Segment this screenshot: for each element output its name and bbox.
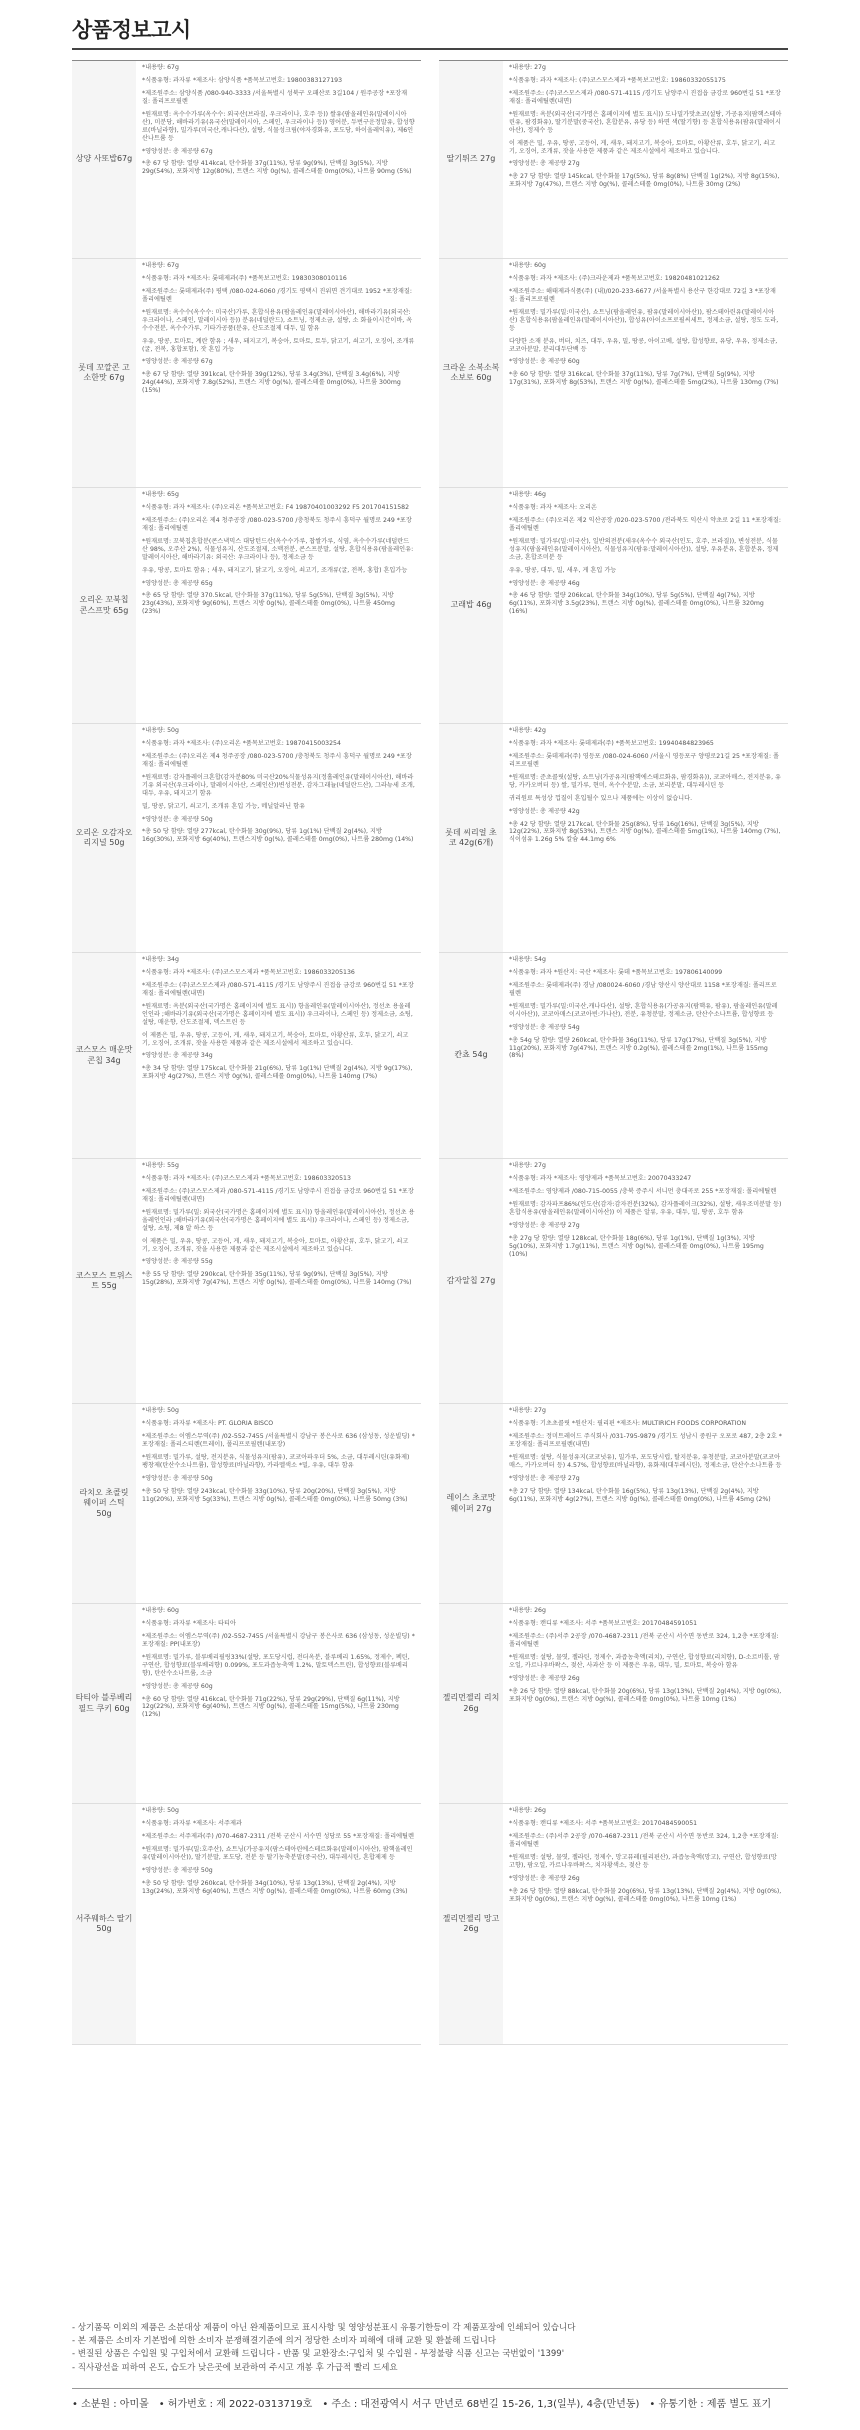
product-info-line: 다양한 소재 분유, 버터, 치즈, 대두, 우유, 밀, 땅콩, 아이고베, 설탕, 합성향료, 유당, 우유, 정제소금, 코코아분말, 분리대두단백 등 xyxy=(509,337,778,353)
product-row xyxy=(439,61,788,259)
product-info-line: *제조원주소: 롯데제과(주) 영등포 /080-024-6060 /서울시 영등포구 양평로21길 25 *포장재질: 폴리프로필렌 xyxy=(509,752,779,768)
product-info-line: *제조원주소: 이엠스무역(주) /02-552-7455 /서울특별시 강남구 봉은사로 636 (삼성동, 성운빌딩) *포장재질: PP(내포장) xyxy=(142,1632,415,1648)
product-info-line: *원재료명: 밀가루(밀:미국산,캐나다산), 설탕, 혼합식용유(가공유지(팜핵유, 팜유), 팜올레인유(말레이시아산)), 코코아매스(코코아빈:가나산), 전분, 유청분말, 정제소금, 탄산수소나트륨, 합성향료 등 xyxy=(509,1002,778,1018)
footer-expiry: • 유통기한 : 제품 별도 표기 xyxy=(649,2399,772,2410)
product-row xyxy=(439,1159,788,1404)
product-name: 코스모스 매운맛 콘칩 34g xyxy=(72,953,136,1158)
product-info-line: *내용량: 67g xyxy=(142,64,179,71)
product-name: 롯데 씨리얼 초코 42g(6개) xyxy=(439,724,503,952)
product-name: 코스모스 트위스트 55g xyxy=(72,1159,136,1403)
product-info-line: *원재료명: 설탕, 물엿, 젤라틴, 정제수, 과즙농축액(리치), 구연산, 합성향료(리치향), D-소르비톨, 팜오일, 카르나우바왁스, 젖산, 사과산 등 이 제품은 우유, 대두, 밀, 토마토, 복숭아 함유 xyxy=(509,1653,780,1669)
product-info-line: *총 27 당 함량: 열량 145kcal, 탄수화물 17g(5%), 당류 8g(8%) 단백질 1g(2%), 지방 8g(15%), 포화지방 7g(47%), 트랜스 지방 0g(%), 콜레스테롤 0mg(0%), 나트륨 30mg (2%) xyxy=(509,173,780,189)
notice-section xyxy=(72,2322,788,2375)
product-info-line: 우유, 땅콩, 대두, 밀, 새우, 게 혼입 가능 xyxy=(509,566,617,574)
product-info-line: *총 67 당 함량: 열량 414kcal, 탄수화물 37g(11%), 당류 9g(9%), 단백질 3g(5%), 지방 29g(54%), 포화지방 12g(80%), 트랜스 지방 0g(%), 콜레스테롤 0mg(0%), 나트륨 90mg (5%) xyxy=(142,160,412,176)
product-name: 상양 사또밥67g xyxy=(72,61,136,258)
product-info-line: *총 27 당 함량: 열량 134kcal, 탄수화물 16g(5%), 당류 13g(13%), 단백질 2g(4%), 지방 6g(11%), 포화지방 4g(27%), 트랜스 지방 0g(%), 콜레스테롤 0mg(0%), 나트륨 45mg (2%) xyxy=(509,1487,771,1503)
product-info-line: *식품유형: 과자 *원산지: 국산 *제조사: 롯데 *품목보고번호: 197806140099 xyxy=(509,968,723,976)
product-info-line: *영양성분: 총 제공량 26g xyxy=(509,1874,580,1882)
product-info-line: *내용량: 60g xyxy=(142,1607,179,1614)
product-info-line: *영양성분: 총 제공량 34g xyxy=(142,1052,213,1060)
product-info-line: *영양성분: 총 제공량 42g xyxy=(509,807,580,815)
product-description xyxy=(503,61,788,258)
product-info-line: *제조원주소: (주)오리온 제2 익산공장 /020-023-5700 /전라북도 익산시 약초로 2길 11 *포장재질: 폴리에틸렌 xyxy=(509,516,781,532)
product-name: 타티아 블루베리 필드 쿠키 60g xyxy=(72,1604,136,1803)
product-info-line: *식품유형: 기초초콜릿 *원산지: 필리핀 *제조사: MULTIRICH FOODS CORPORATION xyxy=(509,1419,747,1427)
product-name: 크라운 소복소복 소보로 60g xyxy=(439,259,503,487)
product-info-line: 우유, 땅콩, 토마토 함유 ; 새우, 돼지고기, 닭고기, 오징어, 쇠고기, 조개류(굴, 전복, 홍합) 혼입가능 xyxy=(142,566,408,574)
product-info-line: *원재료명: 밀가루, 블루베리필링33%(설탕, 포도당시럽, 전더옥분, 블루베리 1.65%, 정제수, 펙틴, 구연산, 합성향료(블루베리향) 0.099%, 포도과즙농축액 1.2%, 말토덱스트린), 합성향료(블루베리향), 탄산수소나트륨, 소금 xyxy=(142,1653,410,1677)
product-info-line: *내용량: 50g xyxy=(142,1407,179,1414)
product-info-line: *내용량: 34g xyxy=(142,956,179,963)
product-info-line: *식품유형: 과자 *제조사: (주)코스모스제과 *품목보고번호: 19860332055175 xyxy=(509,76,726,84)
product-info-line: *식품유형: 과자 *제조사: 영양제과 *품목보고번호: 20070433247 xyxy=(509,1174,692,1182)
product-info-line: *총 42 당 함량: 열량 217kcal, 탄수화물 25g(8%), 당류 16g(16%), 단백질 3g(5%), 지방 12g(22%), 포화지방 8g(53%), 트랜스 지방 0g(%), 콜레스테롤 5mg(1%), 나트륨 140mg (7%), 식이섬유 1.26g 5% 칼슘 44.1mg 6% xyxy=(509,820,781,844)
product-info-line: *내용량: 55g xyxy=(142,1162,179,1169)
product-info-line: *내용량: 50g xyxy=(142,727,179,734)
product-info-line: *영양성분: 총 제공량 27g xyxy=(509,160,580,168)
product-description xyxy=(503,724,788,952)
product-info-line: *총 65 당 함량: 열량 370.5kcal, 탄수화물 37g(11%), 당류 5g(5%), 단백질 3g(5%), 지방 23g(43%), 포화지방 9g(60%), 트랜스 지방 0g(%), 콜레스테롤 0mg(0%), 나트륨 450mg (23%) xyxy=(142,592,395,616)
product-info-line: *총 27g 당 함량: 열량 128kcal, 탄수화물 18g(6%), 당류 1g(1%), 단백질 1g(3%), 지방 5g(10%), 포화지방 1.7g(11%), 트랜스 지방 0g(%), 콜레스테롤 0mg(0%), 나트륨 195mg (10%) xyxy=(509,1234,764,1258)
product-info-line: *식품유형: 과자류 *제조사: 타티아 xyxy=(142,1619,236,1627)
product-name: 칸쵸 54g xyxy=(439,953,503,1158)
product-info-line: *식품유형: 과자류 *제조사: 서주제과 xyxy=(142,1819,242,1827)
product-info-line: *내용량: 27g xyxy=(509,1162,546,1169)
product-info-line: *내용량: 27g xyxy=(509,64,546,71)
product-row xyxy=(72,1604,421,1804)
product-info-line: *제조원주소: 정미트레이드 주식회사 /031-795-9879 /경기도 성남시 중원구 오포로 487, 2층 2호 *포장재질: 폴리프로필렌(내면) xyxy=(509,1432,782,1448)
product-name: 라치오 초콜릿 웨이퍼 스틱 50g xyxy=(72,1404,136,1603)
product-info-line: *총 55 당 함량: 열량 290kcal, 탄수화물 35g(11%), 당류 9g(9%), 단백질 3g(5%), 지방 15g(28%), 포화지방 7g(47%), 트랜스 지방 0g(%), 콜레스테롤 0mg(0%), 나트륨 140mg (7%) xyxy=(142,1271,412,1287)
product-row xyxy=(72,953,421,1159)
product-name: 젤리먼젤리 리치 26g xyxy=(439,1604,503,1803)
product-row xyxy=(72,259,421,488)
product-info-line: *총 26 당 함량: 열량 88kcal, 탄수화물 20g(6%), 당류 13g(13%), 단백질 2g(4%), 지방 0g(0%), 포화지방 0g(0%), 트랜스 지방 0g(%), 콜레스테롤 0mg(0%), 나트륨 10mg (1%) xyxy=(509,1687,782,1703)
product-info-line: *원재료명: 준초콜릿(설탕, 쇼트닝(가공유지(팜핵에스테르화유, 팜경화유)), 코코아매스, 전지분유, 유당, 카카오버터 등) 쌀, 밀가루, 현미, 옥수수분말, 소금, 보리분말, 대두레시틴 등 xyxy=(509,773,781,789)
product-info-line: *원재료명: 옥수수(옥수수: 미국산)가루, 혼합식용유(팜올레인유(말레이시아산), 해바라기유(외국산: 우크라이나, 스페인, 말레이시아 등)) 분유(네덜란드), 쇼트닝, 정제소금, 설탕, 소 화율이시간이바, 옥수수전분, 옥수수가루, 기타가공품(분유, 산도조절제 대두, 밀 함유 xyxy=(142,308,413,332)
product-info-line: *내용량: 46g xyxy=(509,491,546,498)
product-info-line: *식품유형: 과자 *제조사: (주)오리온 *품목보고번호: F4 19870401003292 F5 201704151582 xyxy=(142,503,410,511)
product-info-line: *내용량: 27g xyxy=(509,1407,546,1414)
product-description xyxy=(136,724,421,952)
product-description xyxy=(503,1604,788,1803)
product-info-line: *원재료명: 밀가루(밀:미국산), 쇼트닝(팜올레인유, 팜유(말레이시아산)), 팜스테아린유(말레이시아산) 혼합식용유(팜올레인유(말레이시아산)), 합성유(아이소프로필씨세트, 정제소금, 설탕, 정도 도라, 등 xyxy=(509,308,779,332)
product-info-line: *제조원주소: (주)서주 2공장 /070-4687-2311 /전북 군산시 서수면 동반로 324, 1,2층 *포장재질: 폴리에틸렌 xyxy=(509,1632,779,1648)
product-info-line: *제조원주소: (주)코스모스제과 /080-571-4115 /경기도 남양주시 진접읍 금강로 960번길 51 *포장재질: 폴리에틸렌(내면) xyxy=(142,1187,414,1203)
product-row xyxy=(439,724,788,953)
product-description xyxy=(503,1159,788,1403)
product-row xyxy=(439,1604,788,1804)
product-info-line: 우유, 땅콩, 토마토, 계란 함유 ; 새우, 돼지고기, 복숭아, 토마토, 토두, 닭고기, 쇠고기, 오징어, 조개류(굴, 전복, 홍합포함), 잣 혼입 가능 xyxy=(142,337,415,353)
product-info-line: *영양성분: 총 제공량 50g xyxy=(142,1866,213,1874)
product-name: 고래밥 46g xyxy=(439,488,503,723)
product-info-line: *총 60 당 함량: 열량 416kcal, 탄수화물 71g(22%), 당류 29g(29%), 단백질 6g(11%), 지방 12g(22%), 포화지방 6g(40%), 트랜스 지방 0g(%), 콜레스테롤 15mg(5%), 나트륨 230mg (12%) xyxy=(142,1695,400,1719)
product-row xyxy=(72,1159,421,1404)
product-info-line: *제조원주소: 이엠스무역(주) /02-552-7455 /서울특별시 강남구 봉은사로 636 (삼성동, 성운빌딩) *포장재질: 폴리스티렌(트레이), 폴리프로필렌(내포장) xyxy=(142,1432,415,1448)
product-description xyxy=(503,259,788,487)
product-info-line: *제조원주소: (주)코스모스제과 /080-571-4115 /경기도 남양주시 진접읍 금강로 960번길 51 *포장재질: 폴리에틸렌(내면) xyxy=(142,981,414,997)
product-row xyxy=(439,953,788,1159)
product-info-line: *제조원주소: 해태제과식품(주) (내)/020-233-6677 /서울특별시 용산구 한강대로 72길 3 *포장재질: 폴리프로필렌 xyxy=(509,287,776,303)
product-info-line: *내용량: 26g xyxy=(509,1807,546,1814)
product-info-line: *영양성분: 총 제공량 54g xyxy=(509,1023,580,1031)
product-info-line: *영양성분: 총 제공량 26g xyxy=(509,1674,580,1682)
product-info-line: *제조원주소: (주)오리온 제4 청주공장 /080-023-5700 /충청북도 청주시 흥덕구 월명로 249 *포장재질: 폴리에틸렌 xyxy=(142,516,412,532)
footer-address: • 주소 : 대전광역시 서구 만년로 68번길 15-26, 1,3(일부), 4층(만년동) xyxy=(322,2399,640,2410)
product-row xyxy=(439,259,788,488)
product-info-line: *식품유형: 과자 *제조사: (주)오리온 *품목보고번호: 19870415003254 xyxy=(142,739,341,747)
product-info-line: *영양성분: 총 제공량 55g xyxy=(142,1258,213,1266)
product-info-table xyxy=(72,60,788,2045)
product-info-line: *제조원주소: 롯데제과(주) 평택 /080-024-6060 /경기도 평택시 진위면 견기대로 1952 *포장재질: 폴리에틸렌 xyxy=(142,287,412,303)
right-product-column xyxy=(439,60,788,2045)
product-info-line: *영양성분: 총 제공량 60g xyxy=(142,1682,213,1690)
product-info-line: *총 50 당 함량: 열량 243kcal, 탄수화물 33g(10%), 당류 20g(20%), 단백질 3g(5%), 지방 11g(20%), 포화지방 5g(33%), 트랜스 지방 0g(%), 콜레스테롤 0mg(0%), 나트륨 50mg (3%) xyxy=(142,1487,408,1503)
product-info-line: *원재료명: 옥수수가루(옥수수: 외국산(브라질, 우크라이나, 호주 등)) 쌀유(팜올레인유(말레이시아산), 미분당, 해바라기유(유국산(말레이시아, 스페인, 우크라이나 등)) 영어분, 두번구운정말유, 합성향료(바닐라향), 밀가루(미국산,캐나다산), 설탕, 식물성크림(야자경화유, 포도당, 하이올레익유), 제6인산나트륨 등 xyxy=(142,110,415,142)
product-info-line: *총 60 당 함량: 열량 316kcal, 탄수화물 37g(11%), 당류 7g(7%), 단백질 5g(9%), 지방 17g(31%), 포화지방 8g(53%), 트랜스 지방 0g(%), 콜레스테롤 5mg(2%), 나트륨 130mg (7%) xyxy=(509,371,779,387)
product-name: 서주웨하스 딸기 50g xyxy=(72,1804,136,2044)
product-row xyxy=(439,1804,788,2045)
product-info-line: *내용량: 60g xyxy=(509,262,546,269)
product-info-line: *식품유형: 캔디류 *제조사: 서주 *품목보고번호: 20170484590051 xyxy=(509,1819,698,1827)
product-info-line: *원재료명: 설탕, 물엿, 젤라틴, 정제수, 망고퓨레(필리핀산), 과즙농축액(망고), 구연산, 합성향료(망고향), 팜오일, 카르나우바왁스, 치자황색소, 젖산 등 xyxy=(509,1853,777,1869)
product-description xyxy=(136,61,421,258)
product-info-line: 이 제품은 밀, 우유, 땅콩, 고등어, 게, 새우, 돼지고기, 복숭아, 토마토, 아황산류, 호두, 닭고기, 쇠고기, 오징어, 조개류, 잣을 사용한 제품과 같은 제조시설에서 제조하고 있습니다. xyxy=(509,139,776,155)
product-info-line: *원재료명: 감자파프86%(인도산(감자:감자전분(32%), 감자플레이크(32%), 설탕, 새우조미분말 등) 혼합식용유(팜올레인유(말레이시아산)) 이 제품은 알류, 우유, 대두, 밀, 땅콩, 호두 함유 xyxy=(509,1200,782,1216)
product-description xyxy=(136,1604,421,1803)
product-description xyxy=(136,259,421,487)
product-description xyxy=(136,1404,421,1603)
product-info-line: *총 54g 당 함량: 열량 260kcal, 탄수화물 36g(11%), 당류 17g(17%), 단백질 3g(5%), 지방 11g(20%), 포화지방 7g(47%), 트랜스 지방 0.2g(%), 콜레스테롤 2mg(1%), 나트륨 155mg (8%) xyxy=(509,1036,768,1060)
product-info-line: *제조원주소: (주)코스모스제과 /080-571-4115 /경기도 남양주시 진접읍 금강로 960번길 51 *포장재질: 폴리에틸렌(내면) xyxy=(509,89,781,105)
product-description xyxy=(136,488,421,723)
product-info-line: *제조원주소: 서주제과(주) /070-4687-2311 /전북 군산시 서수면 성당로 55 *포장재질: 폴리에틸렌 xyxy=(142,1832,415,1840)
product-name: 딸기튀즈 27g xyxy=(439,61,503,258)
product-info-line: 밀, 땅콩, 닭고기, 쇠고기, 조개류 혼입 가능, 메닐알라닌 함유 xyxy=(142,802,306,810)
product-description xyxy=(503,1404,788,1603)
product-info-line: *제조원주소: 영양제과 /080-715-0055 /충북 증주시 서니먼 충대곡로 255 *포장재질: 폴리에틸렌 xyxy=(509,1187,777,1195)
product-info-line: *내용량: 67g xyxy=(142,262,179,269)
product-info-line: *식품유형: 캔디류 *제조사: 서주 *품목보고번호: 20170484591051 xyxy=(509,1619,698,1627)
product-info-line: *총 46 당 함량: 열량 206kcal, 탄수화물 34g(10%), 당류 5g(5%), 단백질 4g(7%), 지방 6g(11%), 포화지방 3.5g(23%), 트랜스 지방 0g(%), 콜레스테롤 0mg(0%), 나트륨 320mg (16%) xyxy=(509,592,764,616)
product-info-line: *원재료명: 밀가루, 설탕, 전지분유, 식물성유지(팜유), 코코아파우더 5%, 소금, 대두레시틴(유화제)팽창제(탄산수소나트륨), 합성향료(바닐라향), 카라멜색소 *밀, 우유, 대두 함유 xyxy=(142,1453,410,1469)
product-info-line: *원재료명: 밀가루(밀:호주산), 쇼트닝(가공유지(팜스테아린에스테르화유(말레이시아산), 팜핵올레인유(말레이시아산)), 딸기분말, 포도당, 전분 등 딸기농축분말(중국산), 대두레시틴, 혼합제제 등 xyxy=(142,1845,413,1861)
product-info-line: *내용량: 50g xyxy=(142,1807,179,1814)
product-info-line: *영양성분: 총 제공량 67g xyxy=(142,147,213,155)
product-info-line: *영양성분: 총 제공량 65g xyxy=(142,579,213,587)
footer-distributor: • 소분원 : 아미몰 xyxy=(72,2399,149,2410)
product-description xyxy=(503,488,788,723)
product-info-line: *영양성분: 총 제공량 67g xyxy=(142,358,213,366)
page-title: 상품정보고시 xyxy=(72,18,191,42)
product-info-line: 이 제품은 밀, 우유, 땅콩, 고등어, 게, 새우, 돼지고기, 복숭아, 토마토, 아황산류, 호두, 닭고기, 쇠고기, 오징어, 조개류, 잣을 사용한 제품과 같은 제조시설에서 제조하고 있습니다. xyxy=(142,1237,409,1253)
product-info-line: *식품유형: 과자류 *제조사: PT. GLORIA BISCO xyxy=(142,1419,274,1427)
product-info-line: *총 50 당 함량: 열량 277kcal, 탄수화물 30g(9%), 당류 1g(1%) 단백질 2g(4%), 지방 16g(30%), 포화지방 6g(40%), 트랜스지방 0g(%), 콜레스테롤 0mg(0%), 나트륨 280mg (14%) xyxy=(142,828,414,844)
product-row xyxy=(72,1404,421,1604)
notice-line: - 변질된 상품은 수입원 및 구입처에서 교환해 드립니다 - 반품 및 교환장소:구입처 및 수입원 - 부정불량 식품 신고는 국번없이 '1399' xyxy=(72,2349,565,2360)
product-info-line: *원재료명: 옥분(외국산(국가명은 홈페이지에 별도 표시)) 도나밀가맛초코(설탕, 가공유지(팜핵스테아린유, 팜경화유), 딸기분말(중국산), 혼합분유, 유당 등) 하면 색(딸기향) 등 혼합식용유(팜유(말레이시아산), 정제수 등 xyxy=(509,110,782,134)
product-name: 오리온 꼬북칩 콘스프맛 65g xyxy=(72,488,136,723)
product-info-line: *식품유형: 과자류 *제조사: 삼양식품 *품목보고번호: 19800383127193 xyxy=(142,76,343,84)
product-info-line: *제조원주소: 롯데제과(주) 경남 /080024-6060 /경남 양산시 양산대로 1158 *포장재질: 폴리프로필렌 xyxy=(509,981,777,997)
product-info-line: *영양성분: 총 제공량 50g xyxy=(142,815,213,823)
product-info-line: *내용량: 65g xyxy=(142,491,179,498)
notice-line: - 본 제품은 소비자 기본법에 의한 소비자 분쟁해결기준에 의거 정당한 소비자 피해에 대해 교환 및 환불해 드립니다 xyxy=(72,2336,497,2347)
product-info-line: *영양성분: 총 제공량 27g xyxy=(509,1221,580,1229)
product-info-line: *식품유형: 과자 *제조사: 롯데제과(주) *품목보고번호: 19940484823965 xyxy=(509,739,714,747)
product-row xyxy=(439,488,788,724)
product-info-line: *제조원주소: 삼양식품 /080-940-3333 /서울특별시 성북구 오패산로 3길104 / 원주공장 *포장재질: 폴리프로필렌 xyxy=(142,89,408,105)
product-row xyxy=(72,1804,421,2045)
product-info-line: *영양성분: 총 제공량 27g xyxy=(509,1474,580,1482)
product-info-line: *제조원주소: (주)서주 2공장 /070-4687-2311 /전북 군산시 서수면 동반로 324, 1,2층 *포장재질: 폴리에틸렌 xyxy=(509,1832,779,1848)
product-row xyxy=(72,724,421,953)
seller-footer xyxy=(72,2388,788,2410)
footer-license: • 허가번호 : 제 2022-0313719호 xyxy=(158,2399,313,2410)
product-info-line: 이 제품은 밀, 우유, 땅콩, 고등어, 게, 새우, 돼지고기, 복숭아, 토마토, 아황산류, 호두, 닭고기, 쇠고기, 오징어, 조개류, 잣을 사용한 제품과 같은 제조시설에서 제조하고 있습니다. xyxy=(142,1031,409,1047)
product-info-line: *원재료명: 밀가루(밀: 외국산(국가명은 홈페이지에 별도 표시)) 항올레인유(말레이시아산), 정선초 용올레인인라 ;해바라기유(외국산(국가명은 홈페이지에 별도 표시)) 우크라이나, 스페인 등) 정제소금, 설탕, 쇼팅, 제8 알 하스 등 xyxy=(142,1208,415,1232)
notice-line: - 직사광선을 피하여 온도, 습도가 낮은곳에 보관하여 주시고 개봉 후 가급적 빨리 드세요 xyxy=(72,2362,398,2373)
product-info-line: *원재료명: 꼬북칩혼합분(콘스낵믹스 대당턴드산(옥수수가루, 찹쌀가루, 식염, 옥수수가루(네덜란드산 98%, 오주산 2%), 식물성유지, 산도조절제, 소맥전분, 콘스프분말, 설탕, 혼합식용유(팜올레인유: 말레이시아산, 해바라기유: 외국산: 우크라이나 등), 정제소금 등 xyxy=(142,537,414,561)
product-info-line: *식품유형: 과자 *제조사: (주)코스모스제과 *품목보고번호: 1986033205136 xyxy=(142,968,355,976)
product-row xyxy=(439,1404,788,1604)
product-info-line: *식품유형: 과자 *제조사: (주)코스모스제과 *품목보고번호: 198603320513 xyxy=(142,1174,351,1182)
product-info-line: 귀리원료 특성상 껍질이 혼입될수 있으나 제품에는 이상이 없습니다. xyxy=(509,794,693,802)
product-info-line: *식품유형: 과자 *제조사: (주)크라운제과 *품목보고번호: 19820481021262 xyxy=(509,274,720,282)
product-description xyxy=(136,1159,421,1403)
product-info-line: *원재료명: 옥분(외국산(국가명은 홈페이지에 별도 표시)) 항올레인유(말레이시아산), 정선초 용올레인인라 ;해바라기유(외국산(국가명은 홈페이지에 별도 표시)) 우크라이나, 스페인 등) 정제소금, 쇼팅, 설탕, 매운향, 산도조절제, 덱스트린 등 xyxy=(142,1002,413,1026)
product-info-line: *영양성분: 총 제공량 50g xyxy=(142,1474,213,1482)
product-info-line: *영양성분: 총 제공량 46g xyxy=(509,579,580,587)
product-info-line: *제조원주소: (주)오리온 제4 청주공장 /080-023-5700 /충청북도 청주시 흥덕구 월명로 249 *포장재질: 폴리에틸렌 xyxy=(142,752,412,768)
product-row xyxy=(72,61,421,259)
product-description xyxy=(136,953,421,1158)
product-info-line: *영양성분: 총 제공량 60g xyxy=(509,358,580,366)
product-description xyxy=(503,1804,788,2044)
product-info-line: *원재료명: 설탕, 식물성유지(코코넛유), 밀가루, 포도당시럽, 탈지분유, 유청분말, 코코아분말(코코아매스, 카카오버터 등) 4.57%, 합성향료(바닐라향), 유화제(대두레시틴), 정제소금, 탄산수소나트륨 등 xyxy=(509,1453,782,1469)
notice-line: - 상기품목 이외의 제품은 소분대상 제품이 아닌 완제품이므로 표시사항 및 영양성분표시 유통기한등이 각 제품포장에 인쇄되어 있습니다 xyxy=(72,2323,576,2333)
product-info-line: *내용량: 42g xyxy=(509,727,546,734)
product-info-line: *총 50 당 함량: 열량 260kcal, 탄수화물 34g(10%), 당류 13g(13%), 단백질 2g(4%), 지방 13g(24%), 포화지방 6g(40%), 트랜스 지방 0g(%), 콜레스테롤 0mg(0%), 나트륨 60mg (3%) xyxy=(142,1879,408,1895)
product-info-line: *원재료명: 감자플레이크혼합(감자분80% 미국산20%식물성유지(정홀레인유(말레이시아산), 해바라기유 외국산(우크라이나, 말레이시아산, 스페인산))변성전분, 감자그래뉼(네덜란드산), 그라뉴세 조개, 대두, 우유, 돼지고기 함유 xyxy=(142,773,415,797)
product-info-line: *총 67 당 함량: 열량 391kcal, 탄수화물 39g(12%), 당류 3.4g(3%), 단백질 3.4g(6%), 지방 24g(44%), 포화지방 7.8g(52%), 트랜스 지방 0g(%), 콜레스테롤 0mg(0%), 나트륨 300mg (15%) xyxy=(142,371,401,395)
product-info-line: *총 34 당 함량: 열량 175kcal, 탄수화물 21g(6%), 당류 1g(1%) 단백질 2g(4%), 지방 9g(17%), 포화지방 4g(27%), 트랜스 지방 0g(%), 콜레스테롤 0mg(0%), 나트륨 140mg (7%) xyxy=(142,1065,413,1081)
product-info-line: *내용량: 54g xyxy=(509,956,546,963)
left-product-column xyxy=(72,60,421,2045)
product-row xyxy=(72,488,421,724)
product-name: 레이스 초코맛 웨이퍼 27g xyxy=(439,1404,503,1603)
product-info-line: *원재료명: 밀가루(밀:미국산), 일반의전분(새우(옥수수 외국산(인도, 호주, 브라질)), 변성전분, 식물성유지(팜올레인유(말레이시아산), 식물성유지(팜유:말레이시아산)), 설탕, 우유분유, 혼합분유, 정제소금, 혼합조미분 등 xyxy=(509,537,779,561)
product-name: 젤리먼젤리 망고 26g xyxy=(439,1804,503,2044)
product-name: 롯데 꼬깔콘 고소한맛 67g xyxy=(72,259,136,487)
product-info-line: *내용량: 26g xyxy=(509,1607,546,1614)
product-name: 오리온 오감자오리지널 50g xyxy=(72,724,136,952)
product-info-line: *총 26 당 함량: 열량 88kcal, 탄수화물 20g(6%), 당류 13g(13%), 단백질 2g(4%), 지방 0g(0%), 포화지방 0g(0%), 트랜스 지방 0g(%), 콜레스테롤 0mg(0%), 나트륨 10mg (1%) xyxy=(509,1887,782,1903)
product-description xyxy=(503,953,788,1158)
title-divider xyxy=(72,48,788,50)
product-description xyxy=(136,1804,421,2044)
product-info-line: *식품유형: 과자 *제조사: 롯데제과(주) *품목보고번호: 19830308010116 xyxy=(142,274,347,282)
product-info-line: *식품유형: 과자 *제조사: 오리온 xyxy=(509,503,597,511)
product-name: 감자알칩 27g xyxy=(439,1159,503,1403)
